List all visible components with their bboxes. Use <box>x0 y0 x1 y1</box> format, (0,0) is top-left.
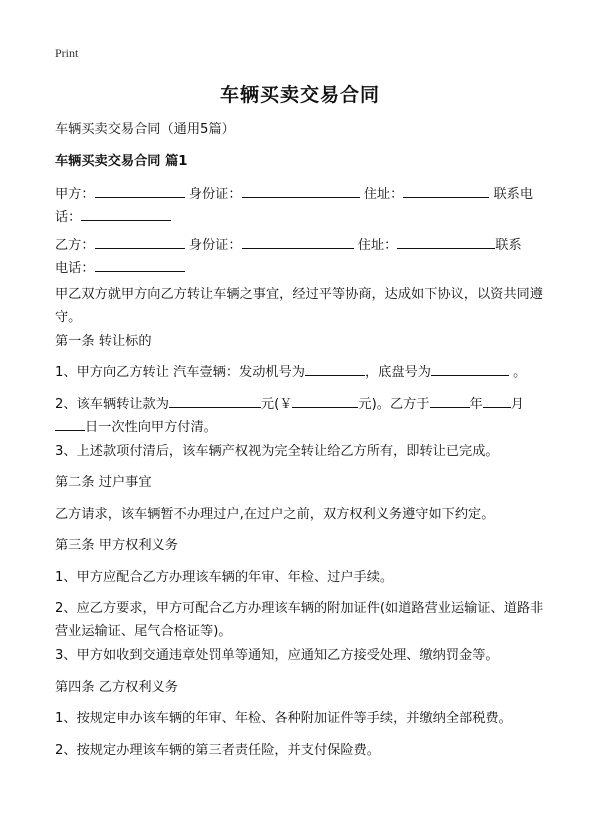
article-3-clause-3: 3、甲方如收到交通违章处罚单等通知，应通知乙方接受处理、缴纳罚金等。 <box>55 648 499 663</box>
section-heading: 车辆买卖交易合同 篇1 <box>55 154 188 169</box>
article-4-clause-2: 2、按规定办理该车辆的第三者责任险，并支付保险费。 <box>55 743 380 758</box>
clause-text: 。 <box>513 365 527 380</box>
price-words-blank <box>169 393 261 408</box>
article-1-heading: 第一条 转让标的 <box>55 334 152 349</box>
clause-text: 日一次性向甲方付清。 <box>85 420 217 435</box>
clause-text: 2、该车辆转让款为 <box>55 397 169 412</box>
article-1-clause-2-cont <box>55 416 555 439</box>
article-3-clause-2: 2、应乙方要求，甲方可配合乙方办理该车辆的附加证件(如道路营业运输证、道路非营业运输证、尾气合格证等)。 <box>55 601 544 639</box>
article-4-heading: 第四条 乙方权利义务 <box>55 680 178 695</box>
article-2-text: 乙方请求，该车辆暂不办理过户,在过户之前，双方权利义务遵守如下约定。 <box>55 507 495 522</box>
intro-paragraph: 甲乙双方就甲方向乙方转让车辆之事宜，经过平等协商，达成如下协议，以资共同遵守。 <box>55 287 543 325</box>
party-a-line-1 <box>55 183 555 206</box>
clause-text: 元)。乙方于 <box>358 397 430 412</box>
subtitle: 车辆买卖交易合同（通用5篇） <box>55 122 235 137</box>
party-b-addr-label: 住址： <box>357 238 398 253</box>
month-blank <box>483 393 511 408</box>
clause-text: 1、甲方向乙方转让 汽车壹辆：发动机号为 <box>55 365 305 380</box>
party-a-addr-label: 住址： <box>363 187 404 202</box>
clause-text: 元(￥ <box>260 397 293 412</box>
document-title: 车辆买卖交易合同 <box>219 84 380 106</box>
year-blank <box>430 393 470 408</box>
party-b-phone-label: 联系 <box>495 238 522 253</box>
article-2-heading: 第二条 过户事宜 <box>55 475 152 490</box>
party-a-phone-blank <box>81 206 171 221</box>
clause-text: ，底盘号为 <box>364 365 431 380</box>
article-1-clause-1 <box>55 361 555 384</box>
party-b-id-label: 身份证： <box>188 238 242 253</box>
print-link[interactable]: Print <box>55 46 79 60</box>
chassis-number-blank <box>431 361 509 376</box>
party-b-id-blank <box>242 234 354 249</box>
article-1-clause-3: 3、上述款项付清后，该车辆产权视为完全转让给乙方所有，即转让已完成。 <box>55 444 499 459</box>
party-b-name-blank <box>95 234 185 249</box>
day-blank <box>55 416 85 431</box>
party-b-line-1 <box>55 234 555 257</box>
party-a-phone-label-cont: 话： <box>55 210 82 225</box>
article-1-clause-2 <box>55 393 555 416</box>
article-4-clause-1: 1、按规定申办该车辆的年审、年检、各种附加证件等手续，并缴纳全部税费。 <box>55 711 512 726</box>
party-a-phone-label: 联系电 <box>493 187 534 202</box>
engine-number-blank <box>305 361 365 376</box>
article-3-heading: 第三条 甲方权利义务 <box>55 538 178 553</box>
party-b-label: 乙方： <box>55 238 95 253</box>
party-a-name-blank <box>95 183 185 198</box>
clause-text: 月 <box>510 397 524 412</box>
party-b-addr-blank <box>397 234 495 249</box>
party-a-id-blank <box>242 183 360 198</box>
party-b-line-2 <box>55 257 555 280</box>
party-a-id-label: 身份证： <box>188 187 242 202</box>
party-a-addr-blank <box>403 183 489 198</box>
party-a-line-2 <box>55 206 555 229</box>
article-3-clause-1: 1、甲方应配合乙方办理该车辆的年审、年检、过户手续。 <box>55 570 394 585</box>
party-b-phone-blank <box>95 257 185 272</box>
price-number-blank <box>292 393 358 408</box>
clause-text: 年 <box>469 397 483 412</box>
party-b-phone-label-cont: 电话： <box>55 261 95 276</box>
party-a-label: 甲方： <box>55 187 95 202</box>
